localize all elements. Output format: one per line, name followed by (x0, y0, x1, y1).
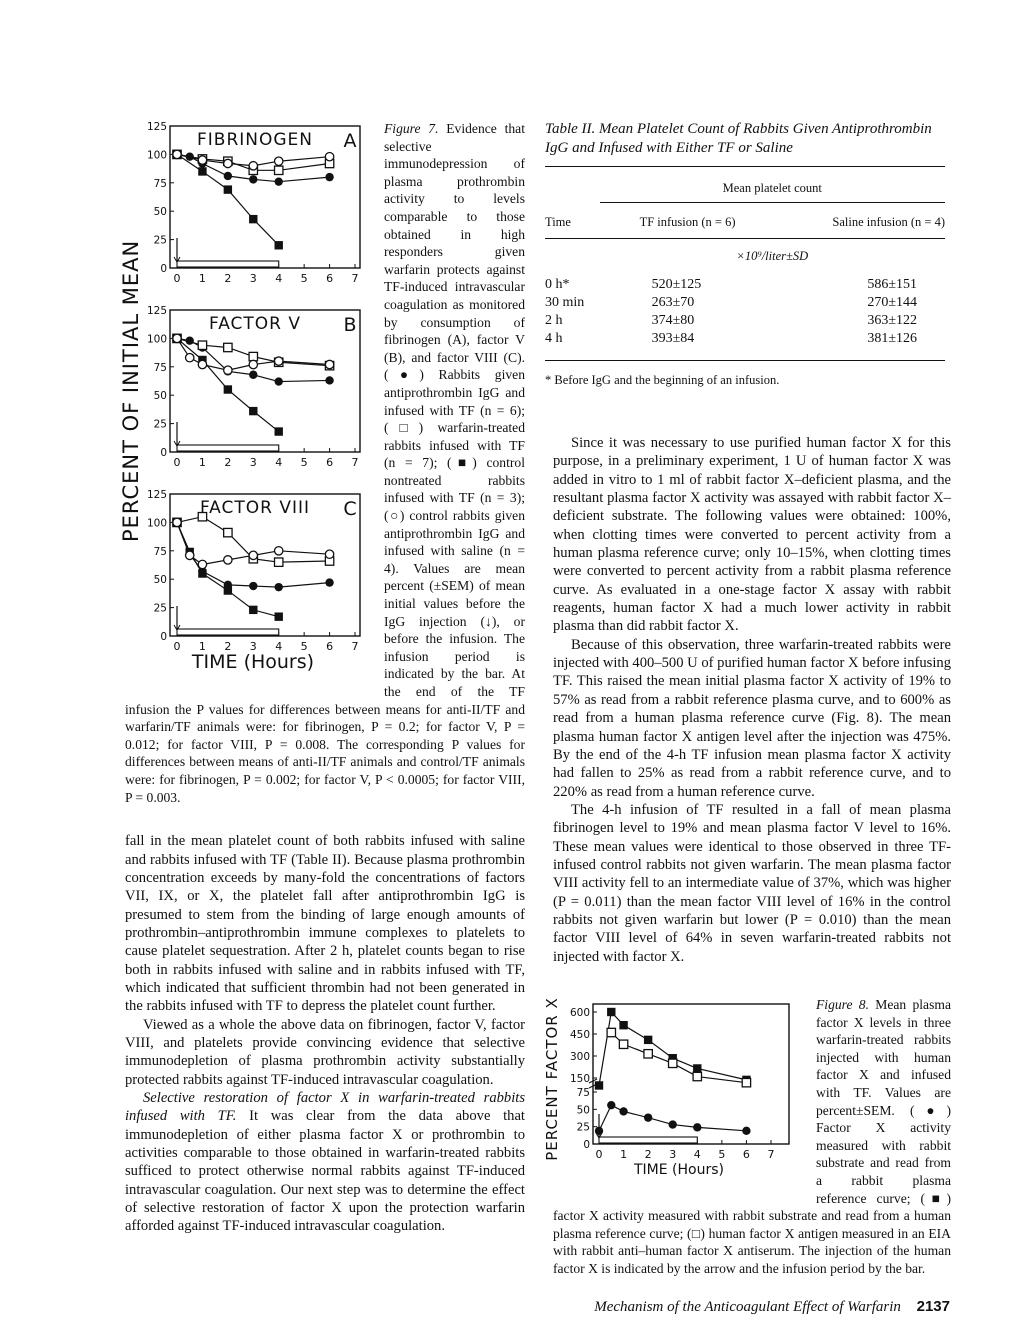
y-tick-label: 100 (146, 149, 167, 162)
figure7 (119, 120, 378, 686)
marker-open-circle (224, 556, 232, 564)
section-heading: Selective restoration of factor X in warfarin-treated rabbits infused with TF. (125, 1089, 525, 1125)
marker-open-circle (173, 334, 181, 342)
x-tick-label: 7 (351, 640, 359, 653)
marker-filled-circle (275, 377, 283, 385)
infusion-bar (177, 261, 279, 267)
marker-open-square (619, 1040, 627, 1048)
infusion-bar (177, 629, 279, 635)
x-tick-label: 1 (198, 640, 206, 653)
x-tick-label: 4 (275, 640, 283, 653)
paragraph: The 4-h infusion of TF resulted in a fall of mean plasma fibrinogen level to 19% and mean plasma factor V level to 16%. These mean values were identical to those observed in three TF-infused control rabbits not given warfarin. The mean plasma factor VIII activity fell to an intermediate value of 37%, which was higher (P = 0.011) than the mean factor VIII level of 16% in the control rabbits not given warfarin but lower (P = 0.010) than the mean factor VIII level of 64% in seven warfarin-treated rabbits not injected with factor X. (553, 801, 951, 965)
y-tick-label: 25 (576, 1121, 590, 1134)
x-tick-label: 7 (767, 1147, 775, 1161)
marker-open-circle (198, 560, 206, 568)
row-time: 0 h* (545, 277, 570, 292)
figure8-caption-label: Figure 8. (816, 996, 869, 1012)
table-row (545, 330, 945, 348)
y-tick-label: 75 (153, 545, 167, 558)
y-tick-label: 300 (569, 1050, 590, 1063)
marker-filled-circle (325, 578, 333, 586)
table2-footnote: * Before IgG and the beginning of an infusion. (545, 373, 780, 387)
marker-filled-square (693, 1064, 701, 1072)
marker-filled-circle (742, 1127, 750, 1135)
marker-open-circle (249, 551, 257, 559)
y-tick-label: 75 (153, 177, 167, 190)
x-tick-label: 3 (249, 640, 257, 653)
table2-col-tf: TF infusion (n = 6) (639, 215, 736, 229)
panel-title: FACTOR VIII (199, 498, 311, 518)
x-tick-label: 2 (644, 1147, 652, 1161)
x-tick-label: 3 (249, 456, 257, 469)
y-tick-label: 50 (153, 206, 167, 219)
x-tick-label: 7 (351, 272, 359, 285)
x-tick-label: 3 (249, 272, 257, 285)
x-axis-label: TIME (Hours) (191, 651, 315, 673)
panel-letter: A (343, 130, 357, 152)
infusion-bar (177, 445, 279, 451)
y-tick-label: 100 (146, 333, 167, 346)
marker-filled-square (619, 1021, 627, 1029)
table2-grid (545, 167, 945, 348)
y-tick-label: 125 (146, 305, 167, 317)
marker-open-circle (249, 162, 257, 170)
figure8 (543, 996, 810, 1190)
x-tick-label: 1 (620, 1147, 628, 1161)
figure7-panel-a (120, 118, 370, 288)
y-tick-label: 50 (576, 1104, 590, 1117)
paragraph: Viewed as a whole the above data on fibrinogen, factor V, factor VIII, and platelets provide convincing evidence that selective immunodepletion of plasma prothrombin activity substantially protected rabbits against TF-induced intravascular coagulation. (125, 1016, 525, 1088)
marker-filled-square (198, 167, 206, 175)
row-time: 2 h (545, 313, 563, 328)
marker-open-square (275, 558, 283, 566)
left-column (119, 120, 525, 1236)
x-tick-label: 1 (198, 456, 206, 469)
x-tick-label: 2 (224, 640, 232, 653)
marker-open-circle (325, 550, 333, 558)
figure7-caption-full: TF infusion the P values for differences between means for anti-II/TF and warfarin/TF animals were: for fibrinogen, P = 0.2; for factor V, P = 0.012; for factor VIII, P = 0.008. The corresponding P values for differences between means of anti-II/TF animals and control/TF animals were: for fibrinogen, P = 0.002; for factor V, P < 0.0005; for factor VIII, P = 0.003. (125, 684, 525, 805)
marker-open-square (669, 1059, 677, 1067)
marker-open-square (198, 341, 206, 349)
figure7-caption-text: Evidence that selective immunodepression of plasma prothrombin activity to levels comparable to those obtained in high responders given warfarin protects against TF-induced intravascular coagulation as monitored by consumption of fibrinogen (A), factor V (B), and factor VIII (C). (●) Rabbits given antiprothrombin IgG and infused with TF (n = 6); (□) warfarin-treated rabbits infused with TF (n = 7); (■) control nontreated rabbits infused with TF (n = 3); (○) control rabbits given antiprothrombin IgG and infused with saline (n = 4). Values are mean percent (±SEM) of mean initial values before the IgG injection (↓), or before the infusion. The infusion period is indicated by the bar. At the end of the (384, 121, 525, 699)
table2-unit: ×10⁹/liter±SD (736, 249, 809, 263)
x-tick-label: 0 (173, 272, 181, 285)
left-column-text (125, 832, 525, 1236)
marker-filled-square (275, 612, 283, 620)
marker-open-circle (173, 150, 181, 158)
marker-filled-circle (275, 177, 283, 185)
table-row (545, 312, 945, 330)
x-tick-label: 4 (275, 272, 283, 285)
y-tick-label: 0 (583, 1138, 590, 1151)
table2-title: Table II. Mean Platelet Count of Rabbits Given Antiprothrombin IgG and Infused with Either TF or Saline (545, 121, 932, 156)
x-tick-label: 0 (173, 456, 181, 469)
table-row (545, 276, 945, 294)
marker-filled-square (224, 185, 232, 193)
figure7-block (119, 120, 525, 806)
x-tick-label: 7 (351, 456, 359, 469)
y-tick-label: 450 (569, 1028, 590, 1041)
x-axis-label: TIME (Hours) (634, 1161, 724, 1178)
x-tick-label: 0 (595, 1147, 603, 1161)
y-tick-label: 600 (569, 1006, 590, 1019)
x-tick-label: 5 (718, 1147, 726, 1161)
figure8-caption-full: measured with rabbit substrate and read from a human plasma reference curve; (□) human factor X antigen measured in an EIA with rabbit anti–human factor X antiserum. The injection of the human factor X is indicated by the arrow and the infusion period by the bar. (553, 1208, 952, 1276)
marker-open-square (644, 1050, 652, 1058)
row-tf-value: 263±70 (651, 295, 695, 310)
marker-filled-square (249, 606, 257, 614)
figure7-caption-label: Figure 7. (384, 121, 439, 136)
x-tick-label: 5 (300, 456, 308, 469)
marker-filled-circle (644, 1113, 652, 1121)
marker-filled-square (644, 1036, 652, 1044)
marker-filled-circle (275, 583, 283, 591)
y-tick-label: 50 (153, 390, 167, 403)
row-saline-value: 586±151 (867, 277, 917, 292)
marker-filled-square (595, 1081, 603, 1089)
table2-group-header: Mean platelet count (600, 167, 945, 203)
figure7-panel-b (120, 302, 370, 472)
figure8-chart (545, 996, 805, 1188)
marker-filled-circle (619, 1107, 627, 1115)
page-number: 2137 (916, 1298, 950, 1315)
marker-filled-square (224, 385, 232, 393)
x-tick-label: 4 (693, 1147, 701, 1161)
y-tick-label: 0 (160, 631, 167, 643)
x-tick-label: 6 (742, 1147, 750, 1161)
y-axis-label: PERCENT FACTOR X (543, 997, 561, 1161)
marker-filled-square (198, 569, 206, 577)
x-tick-label: 6 (326, 272, 334, 285)
y-tick-label: 75 (576, 1086, 590, 1099)
marker-open-square (275, 166, 283, 174)
y-tick-label: 25 (153, 418, 167, 431)
row-time: 4 h (545, 331, 563, 346)
table2-col-saline: Saline infusion (n = 4) (832, 215, 945, 229)
y-tick-label: 25 (153, 602, 167, 615)
infusion-bar (599, 1137, 697, 1143)
marker-open-square (224, 528, 232, 536)
paragraph: Because of this observation, three warfarin-treated rabbits were injected with 400–500 U of purified human factor X before infusing TF. This raised the mean initial plasma factor X activity of 19% to 57% as read from a rabbit reference plasma curve, and to 600% as read from a human plasma reference curve (Fig. 8). The mean plasma human factor X antigen level after the injection was 475%. By the end of the 4-h TF infusion mean plasma factor X activity had fallen to 25% as read from a rabbit reference curve, and to 220% as read from a human reference curve. (553, 636, 951, 800)
y-tick-label: 125 (146, 121, 167, 133)
figure8-caption-text: Mean plasma factor X levels in three warfarin-treated rabbits injected with human factor X and infused with TF. Values are percent±SEM. (●) Factor X activity measured with rabbit substrate and read from a rabbit plasma reference curve; (■) factor X activity (553, 996, 951, 1224)
x-tick-label: 6 (326, 640, 334, 653)
marker-filled-square (249, 215, 257, 223)
marker-filled-circle (249, 175, 257, 183)
marker-open-circle (186, 354, 194, 362)
x-tick-label: 1 (198, 272, 206, 285)
marker-filled-circle (325, 173, 333, 181)
page-footer (560, 1298, 950, 1316)
marker-open-square (224, 343, 232, 351)
marker-open-circle (224, 366, 232, 374)
y-tick-label: 75 (153, 361, 167, 374)
right-column (543, 434, 952, 1277)
panel-letter: C (343, 498, 357, 520)
figure7-ylabel: PERCENT OF INITIAL MEAN (119, 239, 143, 542)
marker-filled-square (607, 1008, 615, 1016)
marker-open-circle (198, 156, 206, 164)
marker-filled-square (275, 241, 283, 249)
x-tick-label: 6 (326, 456, 334, 469)
x-tick-label: 2 (224, 272, 232, 285)
y-tick-label: 50 (153, 574, 167, 587)
paragraph: Since it was necessary to use purified human factor X for this purpose, in a preliminary experiment, 1 U of human factor X was added in vitro to 1 ml of rabbit factor X–deficient plasma, and the resultant plasma factor X activity was assayed with rabbit factor X–deficient substrate. The following values were obtained: 100%, when clotting times were converted to percent activity from a human plasma reference curve; only 10–15%, when clotting times were converted to percent activity from a rabbit plasma reference curve. As evaluated in a one-stage factor X assay with rabbit reagents, human factor X had a much lower activity in rabbit plasma than did rabbit factor X. (553, 435, 951, 635)
panel-title: FIBRINOGEN (196, 130, 314, 150)
marker-open-square (693, 1072, 701, 1080)
marker-open-square (742, 1078, 750, 1086)
y-tick-label: 25 (153, 234, 167, 247)
right-column-text (553, 434, 951, 966)
x-tick-label: 5 (300, 640, 308, 653)
marker-filled-circle (607, 1101, 615, 1109)
table2-col-time: Time (545, 214, 571, 229)
row-tf-value: 393±84 (651, 331, 695, 346)
marker-open-circle (224, 159, 232, 167)
x-tick-label: 5 (300, 272, 308, 285)
paragraph: fall in the mean platelet count of both rabbits infused with saline and rabbits infused with TF (Table II). Because plasma prothrombin concentration exceeds by many-fold the concentrations of factors VII, IX, or X, the platelet fall after antiprothrombin IgG is presumed to stem from the binding of large enough amounts of prothrombin–antiprothrombin immune complexes to platelets to cause platelet sequestration. After 2 h, platelet counts began to rise both in rabbits infused with saline and in rabbits infused with TF, which indicated that sufficient thrombin had not been generated in the rabbits infused with TF to depress the platelet count further. (125, 833, 525, 1015)
panel-title: FACTOR V (208, 314, 302, 334)
marker-filled-circle (325, 376, 333, 384)
y-tick-label: 100 (146, 517, 167, 530)
marker-open-circle (325, 152, 333, 160)
table2 (545, 120, 945, 388)
x-tick-label: 2 (224, 456, 232, 469)
row-saline-value: 381±126 (867, 331, 917, 346)
marker-open-circle (249, 360, 257, 368)
marker-open-circle (275, 547, 283, 555)
y-tick-label: 0 (160, 447, 167, 459)
x-tick-label: 3 (669, 1147, 677, 1161)
marker-filled-circle (693, 1123, 701, 1131)
marker-filled-circle (224, 172, 232, 180)
figure7-panel-c (120, 486, 370, 676)
running-title: Mechanism of the Anticoagulant Effect of Warfarin (594, 1299, 901, 1315)
marker-filled-square (249, 407, 257, 415)
panel-letter: B (343, 314, 357, 336)
y-tick-label: 125 (146, 489, 167, 501)
marker-open-circle (325, 360, 333, 368)
marker-filled-circle (249, 371, 257, 379)
y-tick-label: 0 (160, 263, 167, 275)
marker-filled-circle (669, 1120, 677, 1128)
x-tick-label: 0 (173, 640, 181, 653)
marker-filled-square (275, 427, 283, 435)
row-tf-value: 374±80 (651, 313, 695, 328)
row-time: 30 min (545, 295, 585, 310)
row-saline-value: 363±122 (867, 313, 917, 328)
row-saline-value: 270±144 (867, 295, 917, 310)
marker-open-square (249, 352, 257, 360)
figure8-block (543, 996, 952, 1278)
table-row (545, 294, 945, 312)
marker-open-circle (275, 357, 283, 365)
row-tf-value: 520±125 (651, 277, 702, 292)
marker-filled-circle (595, 1127, 603, 1135)
paragraph (125, 1089, 525, 1236)
marker-open-circle (173, 518, 181, 526)
marker-open-circle (275, 157, 283, 165)
paragraph-text: It was clear from the data above that immunodepletion of either plasma factor X or prothrombin to activities comparable to those obtained in warfarin-treated rabbits sufficed to protect otherwise normal rabbits against TF-induced intravascular coagulation. Our next step was to determine the effect of selective restoration of factor X upon the protection warfarin afforded against TF-induced intravascular coagulation. (125, 1108, 525, 1235)
y-tick-label: 150 (569, 1072, 590, 1085)
x-tick-label: 4 (275, 456, 283, 469)
marker-filled-circle (249, 582, 257, 590)
marker-open-circle (198, 360, 206, 368)
marker-filled-square (224, 586, 232, 594)
marker-open-square (607, 1028, 615, 1036)
series-line (177, 338, 279, 431)
marker-open-circle (186, 551, 194, 559)
